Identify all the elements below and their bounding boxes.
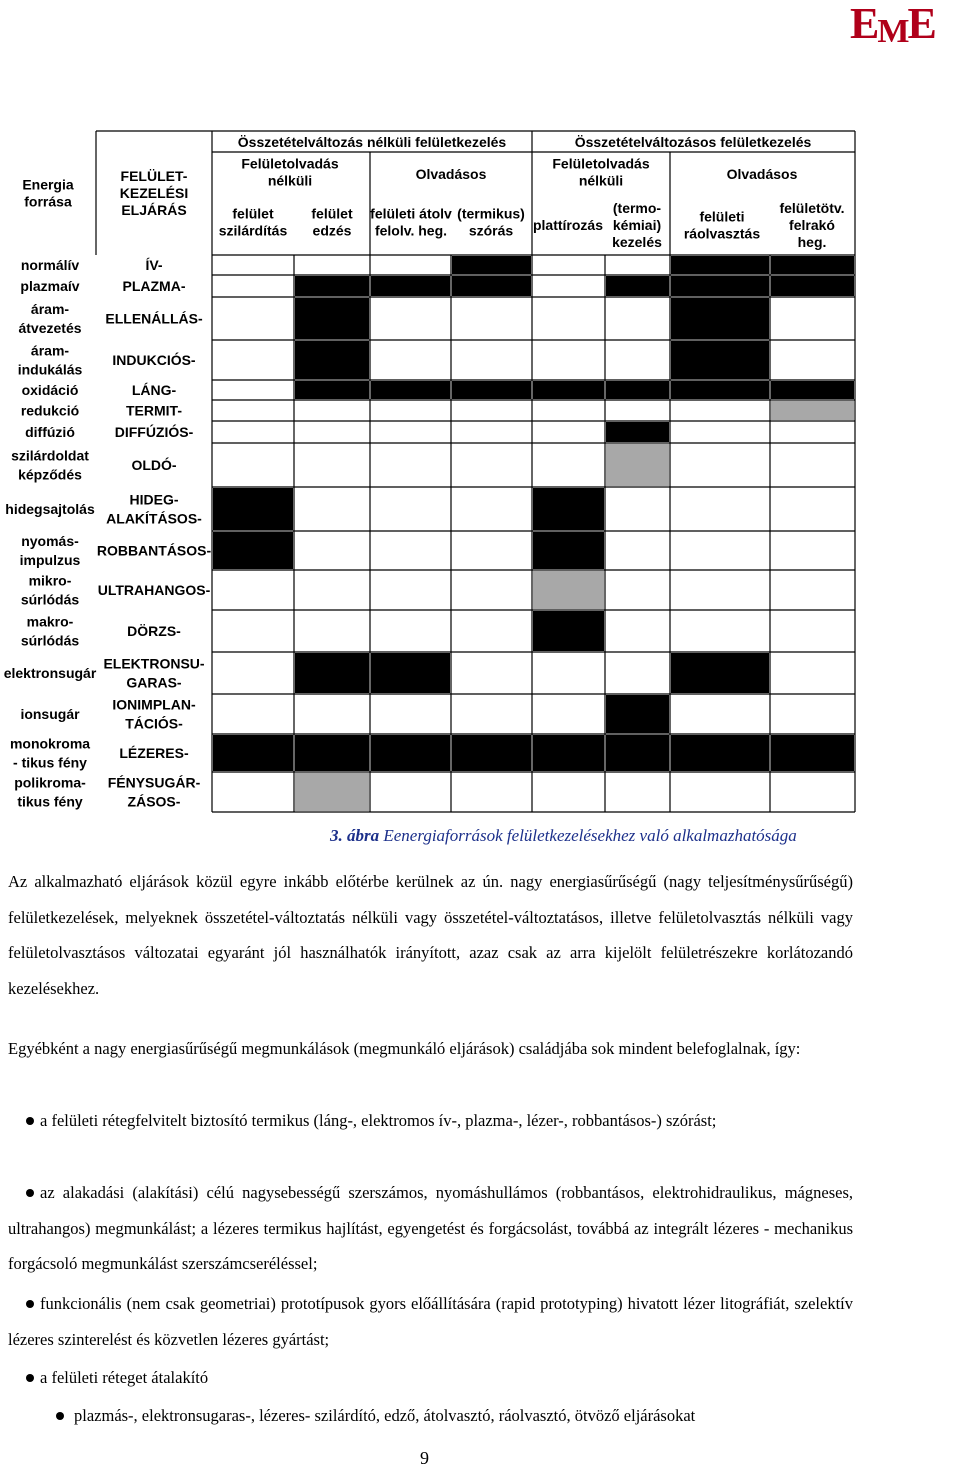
subheader-melt: Olvadásos — [415, 166, 487, 182]
applicable-cell — [533, 488, 604, 530]
process-label: LÁNG- — [131, 382, 177, 398]
energy-source-label: súrlódás — [20, 591, 80, 608]
energy-source-label: plazmaív — [20, 278, 80, 294]
applicable-cell — [213, 735, 293, 771]
energy-source-label: impulzus — [19, 552, 81, 568]
subheader-no-melt: Felületolvadás — [552, 155, 650, 172]
subheader-no-melt: nélküli — [578, 172, 624, 189]
applicable-cell — [533, 735, 604, 771]
applicable-cell — [371, 735, 450, 771]
limited-cell — [295, 773, 369, 811]
process-label: ALAKÍTÁSOS- — [106, 510, 202, 527]
process-label: ÍV- — [145, 257, 163, 273]
column-header: (termikus) — [457, 205, 525, 222]
energy-source-label: - tikus fény — [13, 754, 87, 771]
sub-bullet-item: plazmás-, elektronsugaras-, lézeres- szilárdító, edző, átolvasztó, ráolvasztó, ötvöző eljárásokat — [48, 1398, 868, 1434]
applicable-cell — [295, 735, 369, 771]
subheader-no-melt: Felületolvadás — [241, 155, 339, 172]
process-label: ROBBANTÁSOS- — [96, 542, 212, 559]
column-header: kémiai) — [612, 217, 662, 233]
applicable-cell — [671, 735, 769, 771]
bullet-item: a felületi rétegfelvitelt biztosító termikus (láng-, elektromos ív-, plazma-, lézer-, robbantásos-) szórást; — [8, 1103, 853, 1139]
applicable-cell — [371, 653, 450, 693]
column-header: szórás — [468, 222, 514, 239]
applicable-cell — [771, 381, 854, 399]
process-label: PLAZMA- — [122, 278, 186, 294]
process-label: DÖRZS- — [127, 623, 181, 639]
applicable-cell — [533, 532, 604, 569]
energy-source-label: oxidáció — [21, 382, 79, 398]
energy-column-header: forrása — [24, 193, 72, 210]
energy-source-label: normálív — [20, 257, 80, 273]
limited-cell — [533, 571, 604, 609]
limited-cell — [606, 444, 669, 486]
energy-source-label: elektronsugár — [3, 665, 97, 681]
energy-source-label: tikus fény — [17, 793, 83, 810]
energy-source-label: átvezetés — [18, 320, 82, 336]
applicable-cell — [771, 735, 854, 771]
applicable-cell — [213, 488, 293, 530]
column-header: felületötv. — [779, 200, 845, 216]
energy-source-label: makro- — [26, 613, 74, 630]
process-label: INDUKCIÓS- — [112, 352, 196, 368]
subheader-no-melt: nélküli — [267, 172, 313, 189]
process-label: ELLENÁLLÁS- — [105, 310, 203, 327]
column-header: szilárdítás — [218, 222, 288, 239]
column-header: kezelés — [612, 234, 662, 250]
applicable-cell — [295, 653, 369, 693]
figure-caption: 3. ábra Eenergiaforrások felületkezelésekhez való alkalmazhatósága — [330, 826, 797, 845]
applicable-cell — [671, 653, 769, 693]
process-label: GARAS- — [126, 674, 182, 691]
energy-source-label: polikroma- — [14, 774, 86, 791]
applicable-cell — [671, 341, 769, 379]
energy-source-label: áram- — [30, 301, 70, 317]
applicable-cell — [295, 276, 369, 296]
column-header: felületi — [699, 208, 745, 225]
column-header: ráolvasztás — [683, 225, 761, 242]
bullet-icon — [26, 1300, 34, 1308]
applicable-cell — [295, 381, 369, 399]
energy-source-label: ionsugár — [20, 706, 80, 722]
energy-source-label: monokroma — [9, 735, 91, 752]
applicable-cell — [771, 256, 854, 274]
energy-source-label: redukció — [20, 402, 80, 419]
publisher-logo: $E_ME$ — [850, 0, 935, 50]
applicable-cell — [606, 735, 669, 771]
column-header: felület — [311, 205, 353, 222]
paragraph-2: Egyébként a nagy energiasűrűségű megmunkálások (megmunkáló eljárások) családjába sok mindent belefoglalnak, így: — [8, 1039, 801, 1058]
process-label: DIFFÚZIÓS- — [114, 424, 194, 440]
energy-source-label: nyomás- — [21, 533, 79, 549]
energy-source-label: hidegsajtolás — [5, 501, 95, 517]
process-label: ZÁSOS- — [127, 793, 181, 810]
energy-source-label: mikro- — [28, 572, 72, 589]
applicable-cell — [295, 298, 369, 339]
column-header: felületi átolv — [370, 205, 452, 222]
group-header-change: Összetételváltozásos felületkezelés — [574, 134, 812, 150]
process-label: LÉZERES- — [119, 745, 189, 761]
energy-source-label: szilárdoldat — [11, 447, 89, 464]
energy-column-header: Energia — [22, 176, 74, 193]
limited-cell — [771, 401, 854, 420]
applicable-cell — [533, 381, 604, 399]
energy-source-label: képződés — [18, 466, 82, 483]
page-number: 9 — [420, 1448, 429, 1468]
group-header-no-change: Összetételváltozás nélküli felületkezelés — [237, 134, 507, 150]
applicable-cell — [606, 695, 669, 733]
process-column-header: ELJÁRÁS — [121, 202, 187, 218]
bullet-icon — [26, 1374, 34, 1382]
applicable-cell — [452, 381, 531, 399]
applicable-cell — [371, 276, 450, 296]
applicable-cell — [452, 256, 531, 274]
energy-source-label: súrlódás — [20, 632, 80, 649]
applicable-cell — [771, 276, 854, 296]
process-label: FÉNYSUGÁR- — [107, 774, 201, 791]
paragraph-1: Az alkalmazható eljárások közül egyre inkább előtérbe kerülnek az ún. nagy energiasűrűségű (nagy teljesítménysűrűségű) felületkezelések, melyeknek összetétel-változtatás nélküli vagy összetétel-változtatásos, illetve felületolvasztás nélküli vagy felületolvasztásos változatai egyaránt jól használhatók irányított, azaz csak az arra kijelölt felületrészekre korlátozandó kezelésekhez. — [8, 872, 853, 998]
bullet-icon — [56, 1412, 64, 1420]
energy-source-label: diffúzió — [25, 424, 75, 440]
energy-source-label: áram- — [30, 342, 70, 359]
energy-source-label: indukálás — [17, 361, 83, 378]
bullet-item: funkcionális (nem csak geometriai) prototípusok gyors előállítására (rapid prototyping) hivatott lézer litográfiát, szelektív lézeres szinterelést és közvetlen lézeres gyártást; — [8, 1294, 853, 1349]
process-label: IONIMPLAN- — [112, 696, 196, 713]
column-header: plattírozás — [532, 217, 604, 233]
applicable-cell — [295, 341, 369, 379]
process-label: TERMIT- — [126, 402, 182, 419]
applicable-cell — [533, 611, 604, 651]
process-column-header: FELÜLET- — [120, 168, 188, 184]
applicable-cell — [671, 381, 769, 399]
applicable-cell — [452, 735, 531, 771]
bullet-item: a felületi réteget átalakító — [8, 1360, 853, 1396]
column-header: heg. — [797, 234, 827, 250]
column-header: (termo- — [612, 200, 662, 216]
applicable-cell — [606, 381, 669, 399]
bullet-icon — [26, 1117, 34, 1125]
column-header: edzés — [312, 222, 352, 239]
applicable-cell — [671, 276, 769, 296]
process-label: ELEKTRONSU- — [103, 655, 205, 672]
bullet-icon — [26, 1189, 34, 1197]
applicable-cell — [213, 532, 293, 569]
process-label: HIDEG- — [129, 491, 179, 508]
bullet-item: az alakadási (alakítási) célú nagysebességű szerszámos, nyomáshullámos (robbantásos, elektrohidraulikus, mágneses, ultrahangos) megmunkálást; a lézeres termikus hajlítást, egyengetést és forgácsolást, továbbá az integrált lézeres - mechanikus forgácsoló megmunkálást szerszámcseréléssel; — [8, 1183, 853, 1273]
process-column-header: KEZELÉSI — [119, 185, 189, 201]
column-header: felület — [232, 205, 274, 222]
process-label: OLDÓ- — [131, 457, 177, 473]
applicable-cell — [606, 276, 669, 296]
subheader-melt: Olvadásos — [726, 166, 798, 182]
process-label: TÁCIÓS- — [125, 715, 183, 732]
column-header: felrakó — [789, 217, 835, 233]
applicable-cell — [606, 422, 669, 442]
applicable-cell — [371, 381, 450, 399]
applicable-cell — [671, 256, 769, 274]
applicable-cell — [671, 298, 769, 339]
process-label: ULTRAHANGOS- — [97, 582, 211, 598]
applicable-cell — [452, 276, 531, 296]
column-header: felolv. heg. — [374, 222, 448, 239]
